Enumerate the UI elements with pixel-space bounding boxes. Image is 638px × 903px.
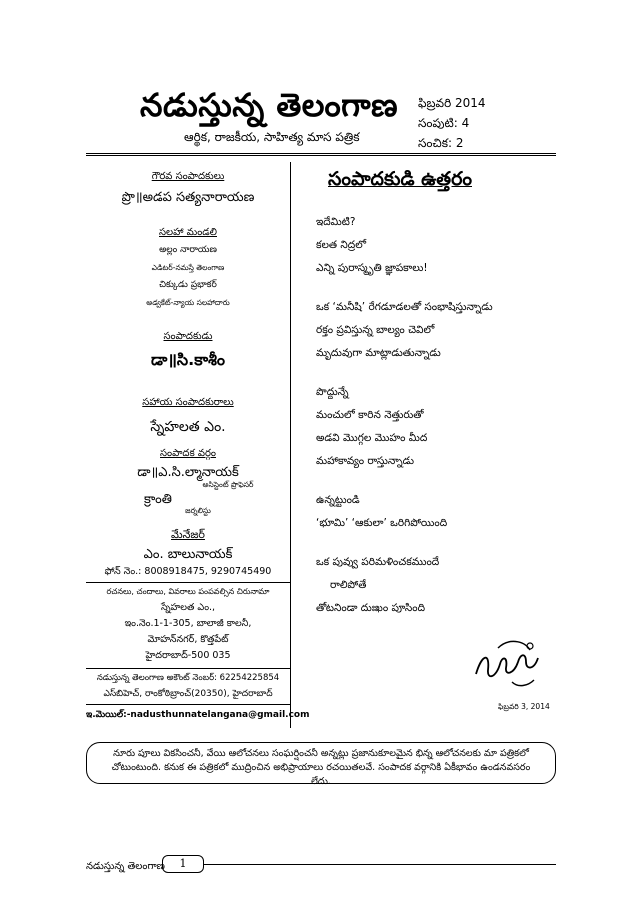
masthead-subtitle: ఆర్థిక, రాజకీయ, సాహిత్య మాస పత్రిక	[184, 130, 360, 144]
page-number: 1	[162, 855, 204, 873]
poem-line: మృదువుగా మాట్లాడుతున్నాడు	[316, 347, 441, 359]
editor-name: డా॥సి.కాశీం	[151, 350, 225, 369]
staff-credits	[86, 162, 310, 728]
phone-numbers: ఫోన్ నెం.: 8008918475, 9290745490	[104, 566, 272, 577]
address-line: మోహన్‌నగర్, కొత్తపేట్	[147, 634, 229, 645]
co-editor-name: స్నేహలత ఎం.	[150, 419, 226, 435]
issue-volume: సంపుటి: 4	[418, 116, 470, 130]
poem-line: రాలిపోతే	[330, 579, 367, 591]
poem-line: ఎన్ని పురాస్మృతి జ్ఞాపకాలు!	[316, 262, 428, 274]
issue-date: ఫిబ్రవరి 2014	[418, 96, 486, 110]
poem-line: మంచులో కారిన నెత్తురుతో	[316, 409, 424, 421]
editor-signature	[468, 634, 548, 694]
poem-line: తోటనిండా దుఃఖం పూసింది	[316, 602, 426, 614]
editorial-title: సంపాదకుడి ఉత్తరం	[328, 168, 472, 190]
poem-line: ఉన్నట్టుండి	[316, 494, 360, 506]
address-line: ఇం.నెం.1-1-305, బాలాజీ కాలనీ,	[124, 618, 252, 629]
board-heading: సంపాదక వర్గం	[160, 448, 216, 459]
advisory-member: అల్లం నారాయణ	[159, 245, 217, 255]
section-rule	[86, 668, 290, 669]
poem-line: కలత నిద్రలో	[316, 239, 367, 251]
poem-line: ఒక పువ్వు పరిమళించకముందే	[316, 556, 440, 568]
advisory-member: అడ్వకేట్-న్యాయ సలహాదారు	[146, 298, 230, 307]
advisory-member: ఎడిటర్-నమస్తే తెలంగాణ	[151, 263, 225, 272]
honorary-editor-heading: గౌరవ సంపాదకులు	[151, 171, 225, 182]
email-address: ఇ.మెయిల్:-nadusthunnatelangana@gmail.com	[86, 710, 310, 720]
board-member-name: క్రాంతి	[144, 492, 172, 507]
disclaimer-notice: నూరు పూలు వికసించనీ, వేయి ఆలోచనలు సంఘర్షించనీ అన్నట్లు ప్రజానుకూలమైన భిన్న ఆలోచనలకు మా పత్రికలో చోటుంటుంది. కనుక ఈ పత్రికలో ముద్రించిన అభిప్రాయాలు రచయితలవే. సంపాదక వర్గానికి ఏకీభావం ఉండనవసరం లేదు.	[86, 742, 556, 784]
poem-line: ఒక ‘మనీషి’ రేగడూడలతో సంభాషిస్తున్నాడు	[316, 301, 493, 313]
manager-heading: మేనేజర్	[171, 528, 205, 541]
footer-rule	[204, 864, 556, 865]
section-rule	[86, 704, 290, 705]
editor-heading: సంపాదకుడు	[163, 331, 213, 342]
masthead-rule	[86, 153, 556, 156]
address-line: స్నేహలత ఎం.,	[160, 602, 216, 613]
section-rule	[86, 582, 290, 583]
masthead-title: నడుస్తున్న తెలంగాణ	[140, 86, 399, 124]
manager-name: ఎం. బాలునాయక్	[143, 547, 233, 562]
poem-line: ఇదేమిటి?	[316, 216, 356, 228]
editorial-date: ఫిబ్రవరి 3, 2014	[498, 702, 550, 711]
poem-line: రక్తం ప్రవిస్తున్న బాల్యం చెవిలో	[316, 324, 435, 336]
advisory-heading: సలహా మండలి	[159, 227, 217, 238]
poem-line: మహాకావ్యం రాస్తున్నాడు	[316, 455, 415, 467]
honorary-editor-name: ప్రొ॥అడప సత్యనారాయణ	[121, 190, 255, 205]
poem-line: పొద్దున్నే	[316, 386, 349, 398]
board-member-role: అసిస్టెంట్ ప్రొఫెసర్	[202, 480, 254, 489]
bank-branch: ఎస్‌బిహెచ్, రాంకోఠిబ్రాంచ్(20350), హైదరాబాద్	[103, 689, 273, 699]
board-member-name: డా॥ఎ.సి.ల్మానాయక్	[137, 465, 239, 480]
board-member-role: జర్నలిస్టు	[185, 506, 211, 515]
address-heading: రచనలు, చందాలు, వివరాలు పంపవల్సిన చిరునామా	[106, 587, 270, 596]
poem-line: ‘భూమి’ ‘ఆకులా’ ఒరిగిపోయింది	[316, 517, 448, 529]
account-number: నడుస్తున్న తెలంగాణ అకౌంట్ నెంబర్: 62254225854	[96, 673, 280, 683]
issue-number: సంచిక: 2	[418, 136, 464, 150]
column-divider	[290, 162, 291, 728]
advisory-member: చిక్కుడు ప్రభాకర్	[159, 280, 217, 290]
address-line: హైదరాబాద్-500 035	[145, 650, 231, 661]
poem-line: అడవి మొగ్గల మొహం మీద	[316, 432, 428, 444]
footer-publication: నడుస్తున్న తెలంగాణ	[86, 861, 165, 872]
co-editor-heading: సహాయ సంపాదకురాలు	[142, 397, 234, 408]
